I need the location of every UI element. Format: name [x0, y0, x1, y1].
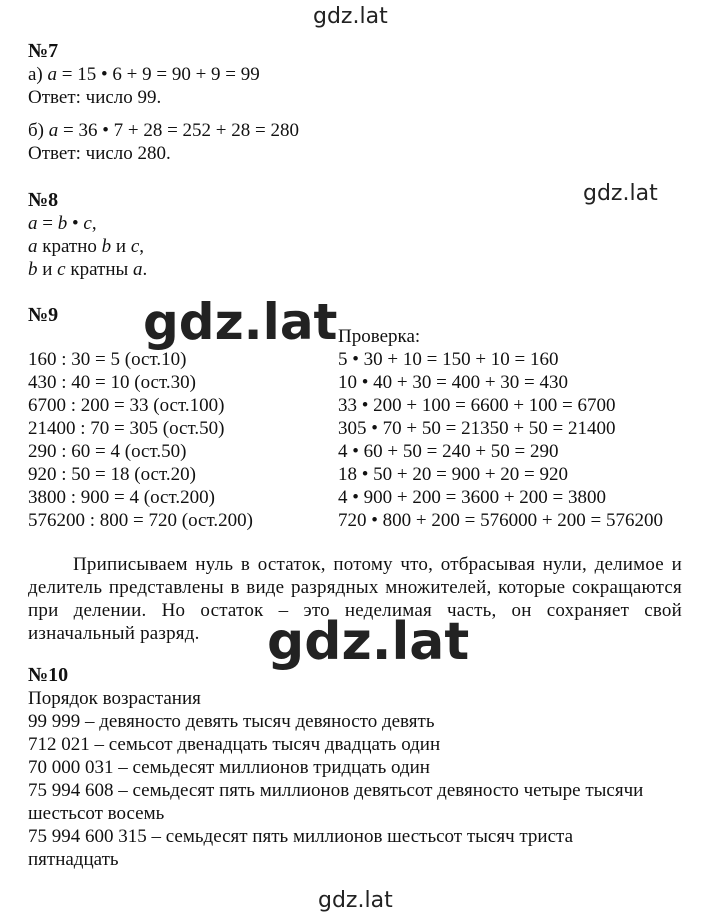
number-line: 70 000 031 – семьдесят миллионов тридцать один — [28, 757, 430, 778]
task-7-a-equation — [28, 63, 299, 86]
task-9-divisions — [28, 348, 253, 532]
var-b: b — [57, 213, 68, 234]
task-8-line-1 — [28, 212, 147, 235]
check-line: 33 • 200 + 100 = 6600 + 100 = 6700 — [338, 395, 616, 416]
punctuation: . — [142, 259, 148, 280]
check-line: 4 • 60 + 50 = 240 + 50 = 290 — [338, 441, 559, 462]
check-line: 4 • 900 + 200 = 3600 + 200 = 3800 — [338, 487, 607, 508]
task-7-b-prefix: б) — [28, 120, 49, 141]
division-line: 3800 : 900 = 4 (ост.200) — [28, 487, 215, 508]
task-7-a-answer: Ответ: число 99. — [28, 87, 162, 108]
var-b: b — [101, 236, 112, 257]
var-a: a — [133, 259, 143, 280]
task-9-title: №9 — [28, 304, 59, 326]
task-9-title-wrap — [28, 304, 58, 327]
task-7-b-variable: a — [48, 120, 59, 141]
text: кратны — [65, 259, 134, 280]
var-a: a — [28, 236, 38, 257]
task-7-a-expression: = 15 • 6 + 9 = 90 + 9 = 99 — [57, 64, 260, 85]
watermark-large-1: gdz.lat — [143, 293, 338, 351]
check-line: 5 • 30 + 10 = 150 + 10 = 160 — [338, 349, 559, 370]
task-10-subtitle: Порядок возрастания — [28, 688, 201, 709]
watermark-top: gdz.lat — [313, 4, 388, 29]
watermark-bottom: gdz.lat — [318, 888, 393, 913]
number-line: пятнадцать — [28, 849, 119, 870]
task-10 — [28, 664, 643, 871]
task-9-checks — [338, 325, 663, 532]
division-line: 6700 : 200 = 33 (ост.100) — [28, 395, 225, 416]
task-9-explanation: Приписываем нуль в остаток, потому что, отбрасывая нули, делимое и делитель представлены в виде разрядных множителей, которые сокращаются при делении. Но остаток – это неделимая часть, он сохраняет свой изначальный разряд. — [28, 554, 682, 644]
task-7-b-equation — [28, 119, 299, 142]
division-line: 21400 : 70 = 305 (ост.50) — [28, 418, 225, 439]
check-line: 18 • 50 + 20 = 900 + 20 = 920 — [338, 464, 569, 485]
watermark-large-2: gdz.lat — [267, 612, 470, 672]
number-line: 99 999 – девяносто девять тысяч девяносто девять — [28, 711, 435, 732]
check-line: 10 • 40 + 30 = 400 + 30 = 430 — [338, 372, 569, 393]
division-line: 576200 : 800 = 720 (ост.200) — [28, 510, 253, 531]
division-line: 430 : 40 = 10 (ост.30) — [28, 372, 196, 393]
task-10-title: №10 — [28, 664, 69, 686]
text: и — [111, 236, 131, 257]
task-7 — [28, 40, 299, 165]
number-line: 75 994 608 – семьдесят пять миллионов девятьсот девяносто четыре тысячи — [28, 780, 644, 801]
division-line: 290 : 60 = 4 (ост.50) — [28, 441, 187, 462]
check-line: 305 • 70 + 50 = 21350 + 50 = 21400 — [338, 418, 616, 439]
watermark-mid-right: gdz.lat — [583, 181, 658, 206]
var-b: b — [28, 259, 38, 280]
number-line: 712 021 – семьсот двенадцать тысяч двадцать один — [28, 734, 441, 755]
var-a: a — [28, 213, 38, 234]
task-8 — [28, 189, 147, 281]
check-label: Проверка: — [338, 326, 421, 347]
task-8-line-3 — [28, 258, 147, 281]
task-7-a-prefix: а) — [28, 64, 48, 85]
task-7-a-variable: a — [47, 64, 58, 85]
text: кратно — [37, 236, 102, 257]
task-8-line-2 — [28, 235, 147, 258]
equals-sign: = — [37, 213, 58, 234]
number-line: 75 994 600 315 – семьдесят пять миллионов шестьсот тысяч триста — [28, 826, 573, 847]
var-c: c — [83, 213, 92, 234]
task-7-b-expression: = 36 • 7 + 28 = 252 + 28 = 280 — [58, 120, 299, 141]
division-line: 160 : 30 = 5 (ост.10) — [28, 349, 187, 370]
punctuation: , — [91, 213, 97, 234]
task-7-title: №7 — [28, 40, 59, 62]
var-c: c — [57, 259, 66, 280]
punctuation: , — [139, 236, 145, 257]
var-c: c — [130, 236, 140, 257]
task-7-b-answer: Ответ: число 280. — [28, 143, 171, 164]
check-line: 720 • 800 + 200 = 576000 + 200 = 576200 — [338, 510, 664, 531]
task-8-title: №8 — [28, 189, 59, 211]
text: и — [37, 259, 58, 280]
number-line: шестьсот восемь — [28, 803, 165, 824]
multiply-sign: • — [67, 213, 84, 234]
division-line: 920 : 50 = 18 (ост.20) — [28, 464, 196, 485]
